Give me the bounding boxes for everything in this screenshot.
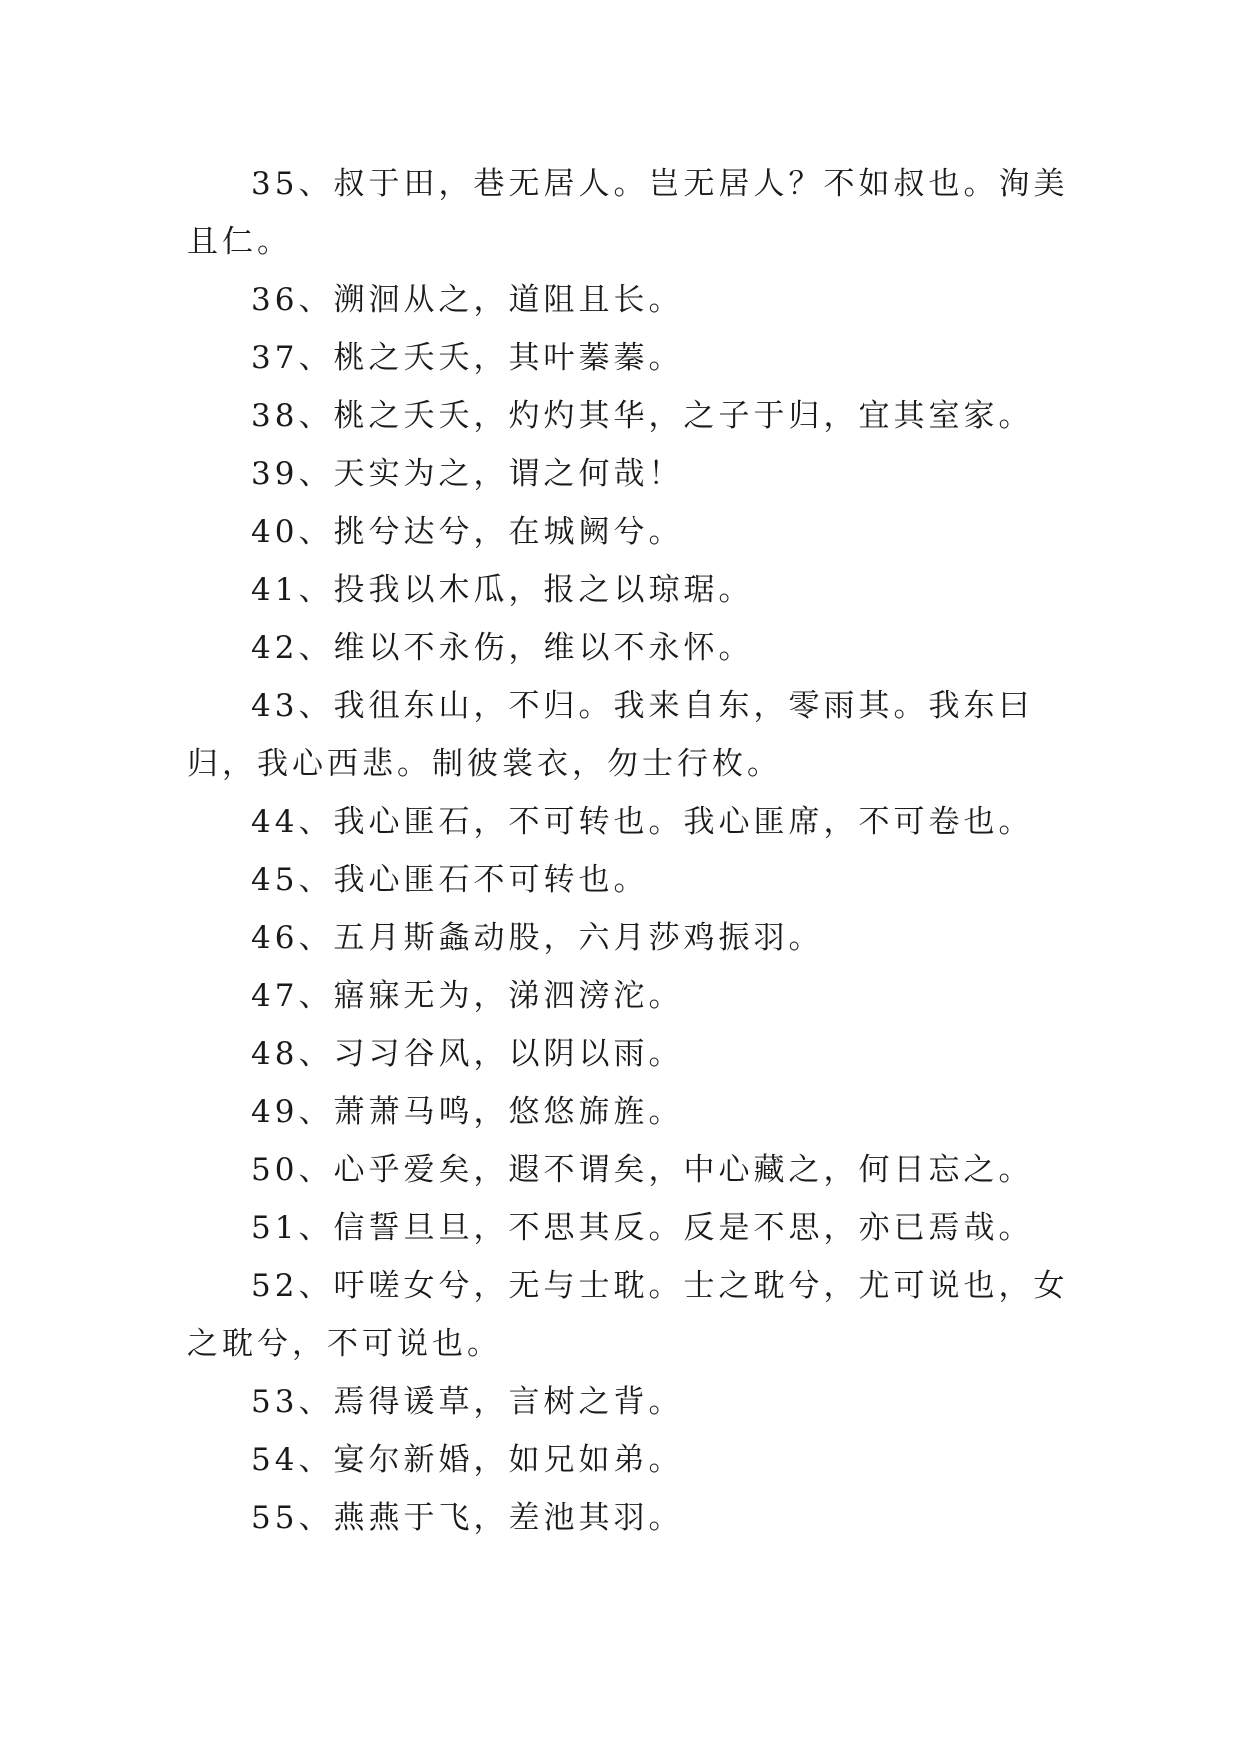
paragraph-48: 48、习习谷风，以阴以雨。 — [251, 1036, 684, 1072]
paragraph-51: 51、信誓旦旦，不思其反。反是不思，亦已焉哉。 — [251, 1210, 1034, 1246]
paragraph-53: 53、焉得谖草，言树之背。 — [251, 1384, 684, 1420]
paragraph-47: 47、寤寐无为，涕泗滂沱。 — [251, 978, 684, 1014]
document-body — [187, 155, 1077, 1547]
paragraph-55: 55、燕燕于飞，差池其羽。 — [251, 1500, 684, 1536]
paragraph-41: 41、投我以木瓜，报之以琼琚。 — [251, 572, 754, 608]
paragraph-43: 43、我徂东山，不归。我来自东，零雨其。我东曰归，我心西悲。制彼裳衣，勿士行枚。 — [187, 688, 1034, 782]
paragraph-50: 50、心乎爱矣，遐不谓矣，中心藏之，何日忘之。 — [251, 1152, 1034, 1188]
paragraph-45: 45、我心匪石不可转也。 — [251, 862, 649, 898]
paragraph-46: 46、五月斯螽动股，六月莎鸡振羽。 — [251, 920, 824, 956]
paragraph-44: 44、我心匪石，不可转也。我心匪席，不可卷也。 — [251, 804, 1034, 840]
paragraph-52: 52、吁嗟女兮，无与士耽。士之耽兮，尤可说也，女之耽兮，不可说也。 — [187, 1268, 1069, 1362]
paragraph-36: 36、溯洄从之，道阻且长。 — [251, 282, 684, 318]
paragraph-40: 40、挑兮达兮，在城阙兮。 — [251, 514, 684, 550]
paragraph-38: 38、桃之夭夭，灼灼其华，之子于归，宜其室家。 — [251, 398, 1034, 434]
paragraph-37: 37、桃之夭夭，其叶蓁蓁。 — [251, 340, 684, 376]
paragraph-39: 39、天实为之，谓之何哉！ — [251, 456, 684, 492]
paragraph-42: 42、维以不永伤，维以不永怀。 — [251, 630, 754, 666]
paragraph-49: 49、萧萧马鸣，悠悠旆旌。 — [251, 1094, 684, 1130]
paragraph-35: 35、叔于田，巷无居人。岂无居人？不如叔也。洵美且仁。 — [187, 166, 1069, 260]
paragraph-54: 54、宴尔新婚，如兄如弟。 — [251, 1442, 684, 1478]
